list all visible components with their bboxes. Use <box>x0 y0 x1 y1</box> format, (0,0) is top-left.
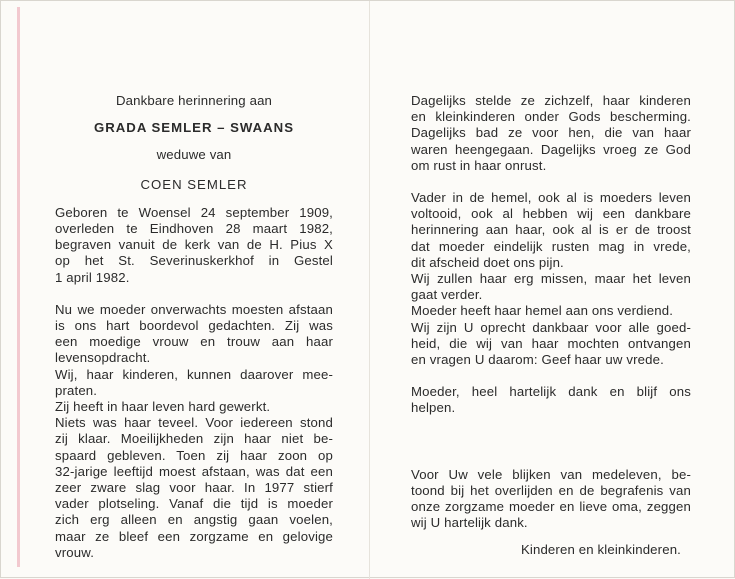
prayer-line: voltooid, ook al hebben wij een dankbare <box>411 206 691 222</box>
memorial-text-line: Wij, haar kinderen, kunnen daarover mee- <box>55 366 333 382</box>
prayer-line: dit afscheid doet ons pijn. <box>411 254 564 270</box>
memorial-text-line: 32-jarige leeftijd moest afstaan, was dat een <box>55 463 333 479</box>
prayer-line: gaat verder. <box>411 287 483 303</box>
memorial-text <box>55 302 333 561</box>
prayer-line: heid, die wij van haar mochten ontvangen <box>411 335 691 351</box>
card-fold-line <box>369 1 370 579</box>
life-dates-line: Geboren te Woensel 24 september 1909, <box>55 204 333 220</box>
relation-text: weduwe van <box>156 147 232 163</box>
memorial-text-line: is ons hart boordevol gedachten. Zij was <box>55 318 333 334</box>
thanks-line: Voor Uw vele blijken van medeleven, be- <box>411 466 691 482</box>
intro-text: Dankbare herinnering aan <box>115 93 273 108</box>
prayer-line: en kleinkinderen onder Gods bescherming. <box>411 109 691 125</box>
memorial-text-line: vader plotseling. Vanaf die tijd is moeder <box>55 496 333 512</box>
life-dates-line: begraven vanuit de kerk van de H. Pius X <box>55 237 333 253</box>
thanks-line: onze zorgzame moeder en lieve oma, zeggen <box>411 499 691 515</box>
prayer-line: Vader in de hemel, ook al is moeders leven <box>411 190 691 206</box>
memorial-text-line: Zij heeft in haar leven hard gewerkt. <box>55 399 271 415</box>
memorial-text-line: Nu we moeder onverwachts moesten afstaan <box>55 301 333 317</box>
prayer-line: Dagelijks bad ze voor hen, die van haar <box>411 125 691 141</box>
memorial-text-line: Niets was haar teveel. Voor iedereen stond <box>55 415 333 431</box>
prayer-line: Wij zijn U oprecht dankbaar voor alle goed- <box>411 319 691 335</box>
prayer-line: Wij zullen haar erg missen, maar het leven <box>411 271 691 287</box>
thanks-line: wij U hartelijk dank. <box>411 515 528 531</box>
prayer-line: Moeder heeft haar hemel aan ons verdiend. <box>411 303 674 319</box>
prayer-line: en vragen U daarom: Geef haar uw vrede. <box>411 352 664 368</box>
prayer-line: herinnering aan haar, ook al is er de troost <box>411 222 691 238</box>
prayer-paragraph-1 <box>411 93 691 174</box>
memorial-text-line: zeer zware slag voor haar. In 1977 stierf <box>55 480 333 496</box>
thanks-paragraph <box>411 467 691 532</box>
right-page <box>411 93 691 559</box>
thanks-line: toond bij het overlijden en de begrafenis van <box>411 482 691 498</box>
prayer-line: Moeder, heel hartelijk dank en blijf ons <box>411 384 691 400</box>
memorial-text-line: spaard gebleven. Toen zij haar zoon op <box>55 447 333 463</box>
life-dates-line: 1 april 1982. <box>55 269 130 285</box>
prayer-line: Dagelijks stelde ze zichzelf, haar kinderen <box>411 93 691 108</box>
life-dates <box>55 205 333 286</box>
spouse-name: COEN SEMLER <box>140 176 248 192</box>
memorial-text-line: praten. <box>55 382 98 398</box>
memorial-text-line: zij klaar. Moeilijkheden zijn haar niet be- <box>55 431 333 447</box>
prayer-paragraph-3 <box>411 384 691 416</box>
memorial-text-line: een moedige vrouw en trouw aan haar <box>55 334 333 350</box>
prayer-line: helpen. <box>411 400 456 416</box>
left-page <box>55 93 333 561</box>
prayer-line: dat moeder eindelijk rusten mag in vrede, <box>411 238 691 254</box>
memorial-text-line: levensopdracht. <box>55 350 151 366</box>
life-dates-line: op het St. Severinuskerkhof in Gestel <box>55 253 333 269</box>
prayer-line: waren heengegaan. Dagelijks vroeg ze God <box>411 141 691 157</box>
prayer-paragraph-2 <box>411 190 691 368</box>
signature: Kinderen en kleinkinderen. <box>520 542 681 558</box>
life-dates-line: overleden te Eindhoven 28 maart 1982, <box>55 221 333 237</box>
memorial-text-line: zich erg alleen en angstig gaan voelen, <box>55 512 333 528</box>
memorial-text-line: maar ze bleef een zorgzame en gelovige <box>55 528 333 544</box>
memorial-text-line: vrouw. <box>55 544 95 560</box>
card-edge-stripe <box>17 7 20 567</box>
prayer-line: om rust in haar onrust. <box>411 157 547 173</box>
deceased-name: GRADA SEMLER – SWAANS <box>93 120 295 136</box>
